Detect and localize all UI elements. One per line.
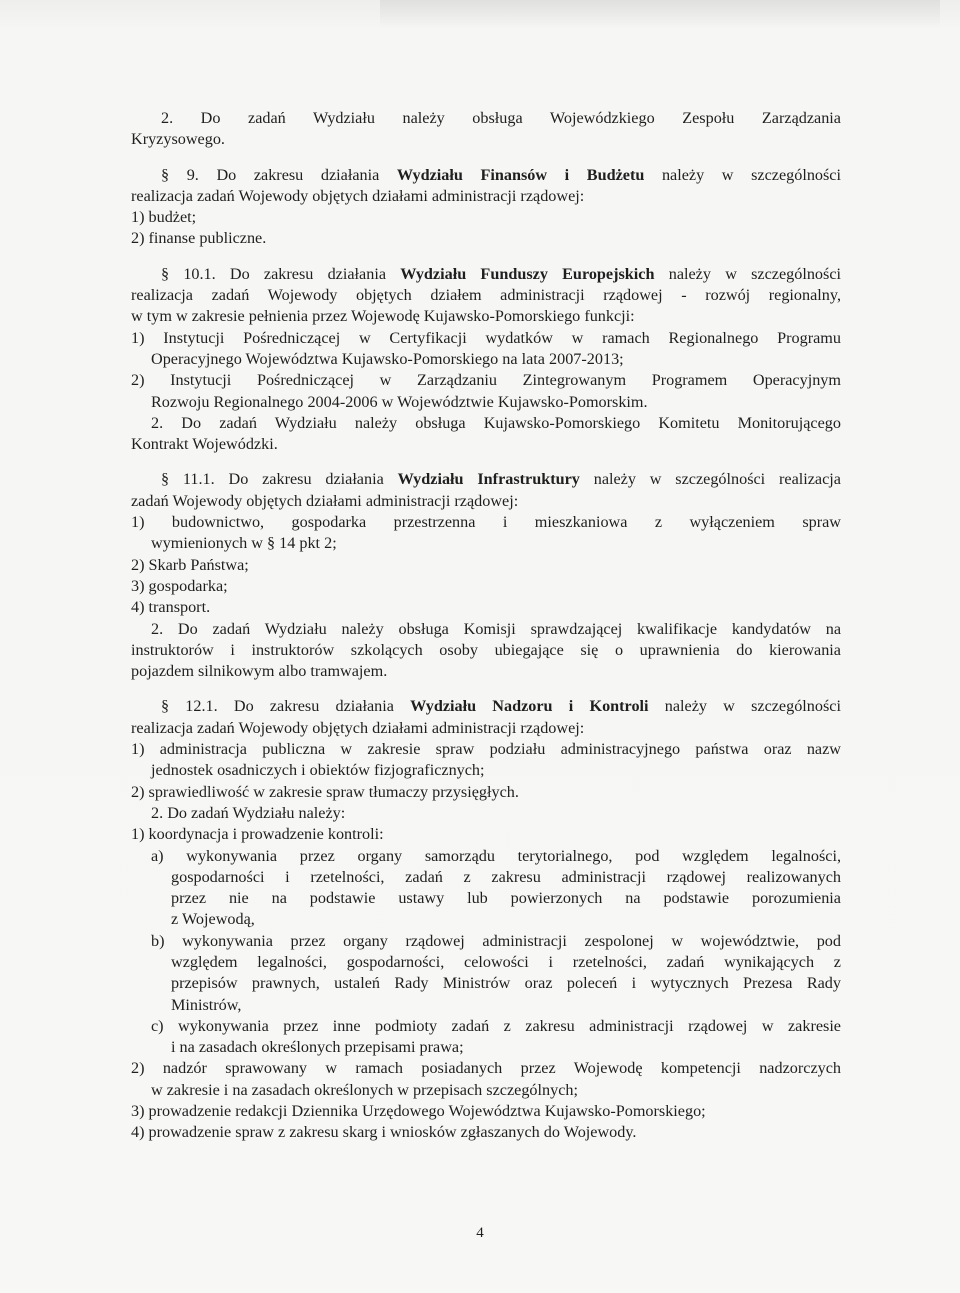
sub-list-item-continuation: gospodarności i rzetelności, zadań z zakresu administracji rządowej realizowanych <box>171 867 841 886</box>
list-item: 4) prowadzenie spraw z zakresu skarg i wniosków zgłaszanych do Wojewody. <box>131 1123 637 1142</box>
text-line: w tym w zakresie pełnienia przez Wojewodę Kujawsko-Pomorskiego funkcji: <box>131 307 635 326</box>
text-line: realizacja zadań Wojewody objętych działem administracji rządowej - rozwój regionalny, <box>131 286 841 305</box>
text-line: 2. Do zadań Wydziału należy obsługa Wojewódzkiego Zespołu Zarządzania <box>161 109 841 127</box>
paragraph-12-heading <box>131 696 841 717</box>
department-name: Wydziału Infrastruktury <box>397 470 580 489</box>
sub-list-item-continuation: przepisów prawnych, ustaleń Rady Ministrów oraz poleceń i wytycznych Prezesa Rady <box>171 974 841 993</box>
text-span: § 10.1. Do zakresu działania <box>161 264 401 283</box>
text-span: § 12.1. Do zakresu działania <box>161 697 411 716</box>
list-item: 1) koordynacja i prowadzenie kontroli: <box>131 825 384 844</box>
page-number: 4 <box>476 1225 484 1241</box>
sub-list-item-continuation: Ministrów, <box>171 995 242 1014</box>
text-line: realizacja zadań Wojewody objętych działami administracji rządowej: <box>131 718 585 737</box>
department-name: Wydziału Funduszy Europejskich <box>400 264 655 283</box>
text-span: należy w szczególności <box>644 165 841 184</box>
text-span: należy w szczególności <box>648 697 841 716</box>
sub-list-item: b) wykonywania przez organy rządowej administracji zespolonej w województwie, pod <box>151 931 841 950</box>
text-span: należy w szczególności <box>654 264 842 283</box>
text-line: Kryzysowego. <box>131 130 225 149</box>
list-item: 4) transport. <box>131 598 211 617</box>
sub-list-item: c) wykonywania przez inne podmioty zadań z zakresu administracji rządowej w zakresie <box>151 1016 841 1035</box>
sub-list-item: a) wykonywania przez organy samorządu terytorialnego, pod względem legalności, <box>151 846 841 865</box>
list-item: 3) prowadzenie redakcji Dziennika Urzędowego Województwa Kujawsko-Pomorskiego; <box>131 1102 706 1121</box>
sub-list-item-continuation: z Wojewodą, <box>171 910 255 929</box>
sub-list-item-continuation: względem legalności, gospodarności, celowości i rzetelności, zadań wynikających z <box>171 952 841 971</box>
list-item-continuation: Rozwoju Regionalnego 2004-2006 w Województwie Kujawsko-Pomorskim. <box>151 392 648 411</box>
list-item: 3) gospodarka; <box>131 576 228 595</box>
text-span: § 11.1. Do zakresu działania <box>161 470 398 489</box>
department-name: Wydziału Nadzoru i Kontroli <box>410 697 649 716</box>
text-line: Kontrakt Wojewódzki. <box>131 435 278 454</box>
list-item: 1) budownictwo, gospodarka przestrzenna i mieszkaniowa z wyłączeniem spraw <box>131 513 841 532</box>
text-span: należy w szczególności realizacja <box>579 470 841 489</box>
department-name: Wydziału Finansów i Budżetu <box>396 165 645 184</box>
list-item: 2) sprawiedliwość w zakresie spraw tłumaczy przysięgłych. <box>131 782 519 801</box>
text-line: 2. Do zadań Wydziału należy obsługa Komisji sprawdzającej kwalifikacje kandydatów na <box>151 619 841 638</box>
list-item-continuation: w zakresie i na zasadach określonych w przepisach szczególnych; <box>151 1080 578 1099</box>
scan-shadow <box>380 0 940 28</box>
list-item: 2) finanse publiczne. <box>131 229 267 248</box>
document-body <box>131 108 841 1144</box>
text-line: zadań Wojewody objętych działami administracji rządowej: <box>131 491 519 510</box>
list-item: 1) Instytucji Pośredniczącej w Certyfikacji wydatków w ramach Regionalnego Programu <box>131 328 841 347</box>
sub-list-item-continuation: i na zasadach określonych przepisami prawa; <box>171 1038 464 1057</box>
text-line: pojazdem silnikowym albo tramwajem. <box>131 662 388 681</box>
list-item-continuation: wymienionych w § 14 pkt 2; <box>151 534 337 553</box>
paragraph-9-heading <box>131 165 841 186</box>
text-line: 2. Do zadań Wydziału należy: <box>151 803 346 822</box>
list-item: 2) Skarb Państwa; <box>131 555 249 574</box>
list-item: 2) Instytucji Pośredniczącej w Zarządzaniu Zintegrowanym Programem Operacyjnym <box>131 371 841 390</box>
list-item: 2) nadzór sprawowany w ramach posiadanych przez Wojewodę kompetencji nadzorczych <box>131 1059 841 1078</box>
sub-list-item-continuation: przez nie na podstawie ustawy lub powierzonych na podstawie porozumienia <box>171 889 841 908</box>
list-item-continuation: Operacyjnego Województwa Kujawsko-Pomorskiego na lata 2007-2013; <box>151 349 624 368</box>
paragraph-11-heading <box>131 469 841 490</box>
text-line: 2. Do zadań Wydziału należy obsługa Kujawsko-Pomorskiego Komitetu Monitorującego <box>151 413 841 432</box>
list-item: 1) budżet; <box>131 208 197 227</box>
paragraph-10-heading <box>131 264 841 285</box>
text-line: realizacja zadań Wojewody objętych działami administracji rządowej: <box>131 186 585 205</box>
list-item-continuation: jednostek osadniczych i obiektów fizjograficznych; <box>151 761 485 780</box>
text-line: instruktorów i instruktorów szkolących osoby ubiegające się o uprawnienia do kierowania <box>131 640 841 659</box>
list-item: 1) administracja publiczna w zakresie spraw podziału administracyjnego państwa oraz nazw <box>131 740 841 759</box>
text-span: § 9. Do zakresu działania <box>161 165 397 184</box>
